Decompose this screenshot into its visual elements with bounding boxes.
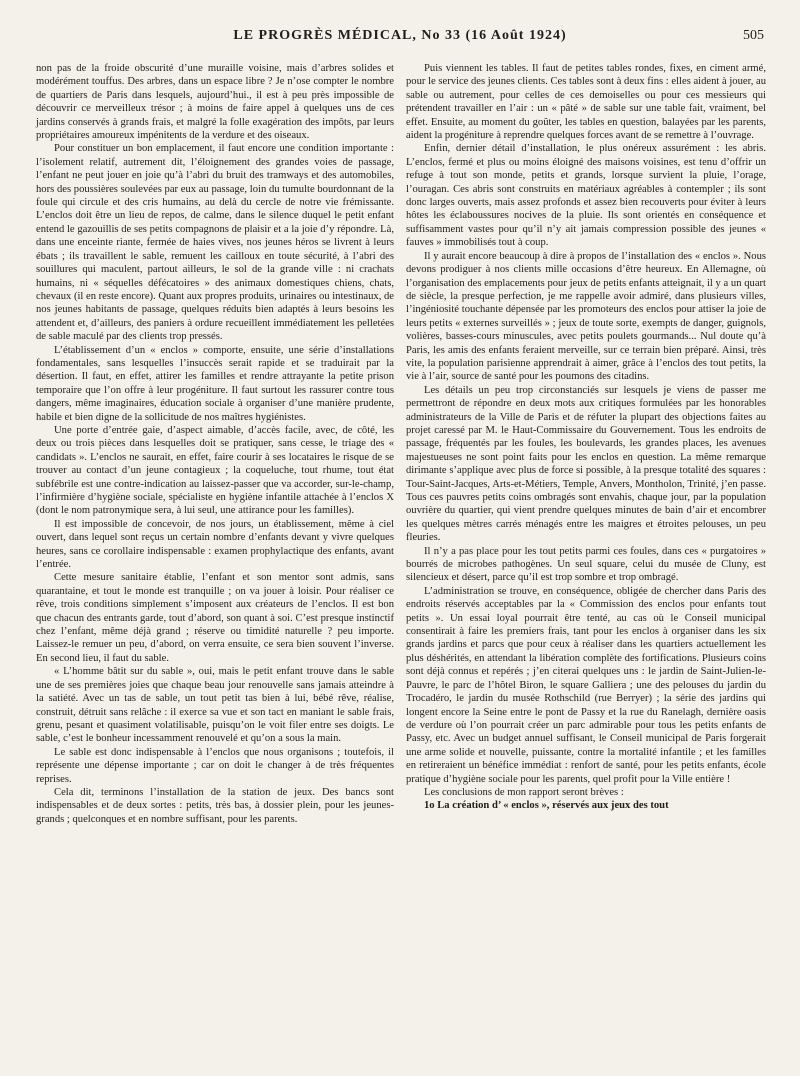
paragraph: Cette mesure sanitaire établie, l’enfant et son mentor sont admis, sans quarantaine, et tout le monde est tranquille ; on va jouer à loisir. Pour réaliser ce rêve, trois conditions simplement s’imposent aux créateurs de l’enclos. Il est bon que chacun des entrants garde, tout d’abord, son quant à soi. C’est presque instinctif chez l’enfant, même déjà grand ; réserve ou timidité naturelle ? peu importe. Laissez-le remuer un peu, d’abord, on verra ensuite, ce sera bien souvent l’inverse. En second lieu, il faut du sable. — [36, 572, 394, 664]
running-header — [36, 28, 764, 50]
paragraph: L’établissement d’un « enclos » comporte, ensuite, une série d’installations fondamentales, sans lesquelles l’insuccès serait rapide et se traduirait par la désertion. Il faut, en effet, attirer les familles et rendre attrayante la petite prison temporaire que l’on offre à leur progéniture. Il faut surtout les rassurer contre tous dangers, même imaginaires, éducation sociale à organiser d’une manière prudente, habile et bien digne de la sollicitude de nos maîtres hygiénistes. — [36, 344, 394, 423]
paragraph: Cela dit, terminons l’installation de la station de jeux. Des bancs sont indispensables et de deux sortes : petits, très bas, à dossier plein, pour les jeunes-grands ; quelconques et en nombre suffisant, pour les parents. — [36, 786, 394, 825]
paragraph: Il y aurait encore beaucoup à dire à propos de l’installation des « enclos ». Nous devons prodiguer à nos clients mille occasions d’être heureux. En Allemagne, où l’organisation des emplacements pour jeux de petits enfants atteignait, il y a un quart de siècle, la presque perfection, je me rappelle avoir admiré, dans plusieurs villes, l’ingéniosité touchante dépensée par les promoteurs des enclos pour attiser la joie de leurs petits « externes surveillés » ; jeux de toute sorte, exempts de danger, guignols, volières, basses-cours minuscules, avec petits poulets gourmands... Nul doute qu’à Paris, les amis des enfants feraient merveille, sur ce terrain bien préparé. Ainsi, très vite, la population parisienne apprendrait à aimer, grâce à l’enclos des tout petits, la vie à l’air, source de santé pour les poumons des citadins. — [406, 250, 766, 383]
left-column — [36, 62, 394, 826]
paragraph: « L’homme bâtit sur du sable », oui, mais le petit enfant trouve dans le sable une de ses premières joies que chaque beau jour renouvelle sans jamais atteindre à la satiété. Avec un tas de sable, un tout petit tas bien à lui, bébé rêve, réalise, construit, détruit sans relâche : il exerce sa vue et son tact en maniant le sable frais, grenu, pesant et quasiment volatilisable, puisqu’on le voit filer entre ses doigts. Le sable, c’est le bonheur incessamment renouvelé et qu’on a sous la main. — [36, 666, 394, 745]
paragraph: Puis viennent les tables. Il faut de petites tables rondes, fixes, en ciment armé, pour le service des jeunes clients. Ces tables sont à deux fins : elles aident à jouer, au sable ou autrement, pour celles de ces demoiselles ou pour ces messieurs qui prétendent travailler en l’air : un « pâté » de sable sur une table fait, vraiment, bel effet. Ensuite, au moment du goûter, les tables en question, balayées par les parents, aident la progéniture à reprendre quelques forces avant de se remettre à l’ouvrage. — [406, 63, 766, 142]
paragraph: Le sable est donc indispensable à l’enclos que nous organisons ; toutefois, il représente une dépense importante ; car on doit le changer à de très fréquentes reprises. — [36, 746, 394, 785]
paragraph: Les détails un peu trop circonstanciés sur lesquels je viens de passer me permettront de répondre en deux mots aux critiques formulées par les honorables administrateurs de la Ville de Paris et de réfuter la plupart des objections faites au projet caressé par M. le Haut-Commissaire du Gouvernement. Tous les endroits de passage, fréquentés par les foules, les boulevards, les grandes places, les avenues majestueuses ne sont point faits pour les enclos en question. La même remarque dirimante s’applique avec plus de force si possible, à la presque totalité des squares : Tour-Saint-Jacques, Arts-et-Métiers, Temple, Anvers, Montholon, Trinité, j’en passe. Tous ces pauvres petits coins ombragés sont envahis, chaque jour, par la population ouvrière du quartier, qui vient prendre quelques minutes de bain d’air et encombrer les quelques mètres carrés ménagés entre les maigres et étroites pelouses, un peu fleuries. — [406, 384, 766, 544]
paragraph: Il n’y a pas place pour les tout petits parmi ces foules, dans ces « purgatoires » bourrés de microbes pathogènes. Un seul square, celui du musée de Cluny, est silencieux et désert, parce qu’il est trop sombre et trop ombragé. — [406, 545, 766, 584]
paragraph: Pour constituer un bon emplacement, il faut encore une condition importante : l’isolement relatif, autrement dit, l’éloignement des grandes voies de passage, l’enfant ne peut jouer en joie qu’à l’abri du bruit des tramways et des automobiles, hors des poussières soulevées par eux au passage, loin du tumulte bourdonnant de la foule qui circule et des cris humains, au delà du cercle de notre vie frémissante. L’enclos doit être un lieu de repos, de calme, dans le silence duquel le petit enfant entend le gazouillis de ses petits compagnons de plaisir et a la joie d’y répondre. Là, dans une enceinte riante, fermée de haies vives, nos jeunes héros se livrent à leurs ébats ; ils travaillent le sable, remuent les cailloux en toute sécurité, à l’abri des souillures qui maculent, partout ailleurs, le sol de la grande ville : ni crachats humains, ni « séquelles défécatoires » des animaux domestiques chiens, chats, chevaux (il en reste encore). Quant aux propres produits, urinaires ou intestinaux, de nos jeunes habitants de passage, quelques réduits bien adaptés à leurs besoins les attendent et, d’ailleurs, des paniers à ordure recueillent immédiatement les pelletées de sable maculé par des clients trop pressés. — [36, 143, 395, 343]
page-number: 505 — [743, 28, 764, 43]
conclusion-item: 1o La création d’ « enclos », réservés aux jeux des tout — [424, 800, 669, 812]
right-column — [406, 62, 766, 813]
paragraph: Il est impossible de concevoir, de nos jours, un établissement, même à ciel ouvert, dans lequel sont reçus un certain nombre d’enfants devant y vivre quelques heures, sans ce corollaire indispensable : examen prophylactique des enfants, avant l’entrée. — [36, 518, 394, 571]
journal-title: LE PROGRÈS MÉDICAL, No 33 (16 Août 1924) — [233, 28, 567, 43]
paragraph: Une porte d’entrée gaie, d’aspect aimable, d’accès facile, avec, de côté, les deux ou trois pièces dans lesquelles doit se pratiquer, sans cesse, le triage des « candidats ». L’enclos ne saurait, en effet, faire courir à ses locataires le risque de se trouver au contact d’un jeune contagieux ; la coqueluche, tout rhume, tout état subfébrile est une contre-indication au laissez-passer que va accorder, sur-le-champ, l’infirmière d’hygiène sociale, spécialiste en hygiène infantile attachée à l’enclos X (dont le nom patronymique sera, à lui seul, une attirance pour les familles). — [36, 424, 394, 517]
paragraph: Enfin, dernier détail d’installation, le plus onéreux assurément : les abris. L’enclos, fermé et plus ou moins éloigné des maisons voisines, est tenu d’offrir un refuge à tout son monde, petits et grands, lorsque survient la pluie, l’orage, l’ouragan. Ces abris sont construits en matériaux agréables à contempler ; ils sont donc larges ouverts, mais assez profonds et assez bien recouverts pour éviter à leurs hôtes les éclaboussures nocives de la pluie. Ils sont orientés en conséquence et suffisamment vastes pour qu’il n’y ait jamais compression possible des jeunes « fauves » immobilisés tout à coup. — [406, 143, 766, 249]
paragraph: Les conclusions de mon rapport seront brèves : — [424, 786, 624, 798]
paragraph: L’administration se trouve, en conséquence, obligée de chercher dans Paris des endroits réservés acceptables par la « Commission des enclos pour enfants tout petits ». Un essai loyal pourrait être tenté, au cas où le Conseil municipal consentirait à faire les premiers frais, tant pour les enclos à organiser dans les six grands jardins et parcs que pour ceux à réaliser dans les quartiers actuellement les plus déshérités, en attendant la libération complète des fortifications. Plusieurs coins sont déjà connus et repérés ; j’en citerai quelques uns : le jardin de Saint-Julien-le-Pauvre, le parc de l’hôtel Biron, le square Galliera ; une des pelouses du jardin du Trocadéro, le jardin du musée Rothschild (rue Berryer) ; la série des jardins qui longent encore la Seine entre le pont de Passy et la rue du Ranelagh, dernière oasis de verdure où l’on pourrait créer un parc admirable pour tous les petits enfants de Passy, etc. Avec un budget annuel suffisant, le Conseil municipal de Paris forgerait une arme solide et nouvelle, puissante, contre la mortalité infantile ; et les familles en retireraient un bénéfice immédiat : renfort de santé, pour les petits enfants, école pratique d’hygiène sociale pour les parents, quel profit pour la Ville entière ! — [406, 585, 766, 785]
paragraph: non pas de la froide obscurité d’une muraille voisine, mais d’arbres solides et modérément touffus. Des arbres, dans un espace libre ? Je n’ose compter le nombre de quartiers de Paris dans lesquels, aujourd’hui., il est à peu près impossible de découvrir ce merveilleux trésor ; à moins de faire appel à quelques uns de ces jardins conservés à grands frais, et malgré la folle exagération des impôts, par leurs propriétaires amoureux impénitents de la verdure et des oiseaux. — [36, 63, 394, 142]
